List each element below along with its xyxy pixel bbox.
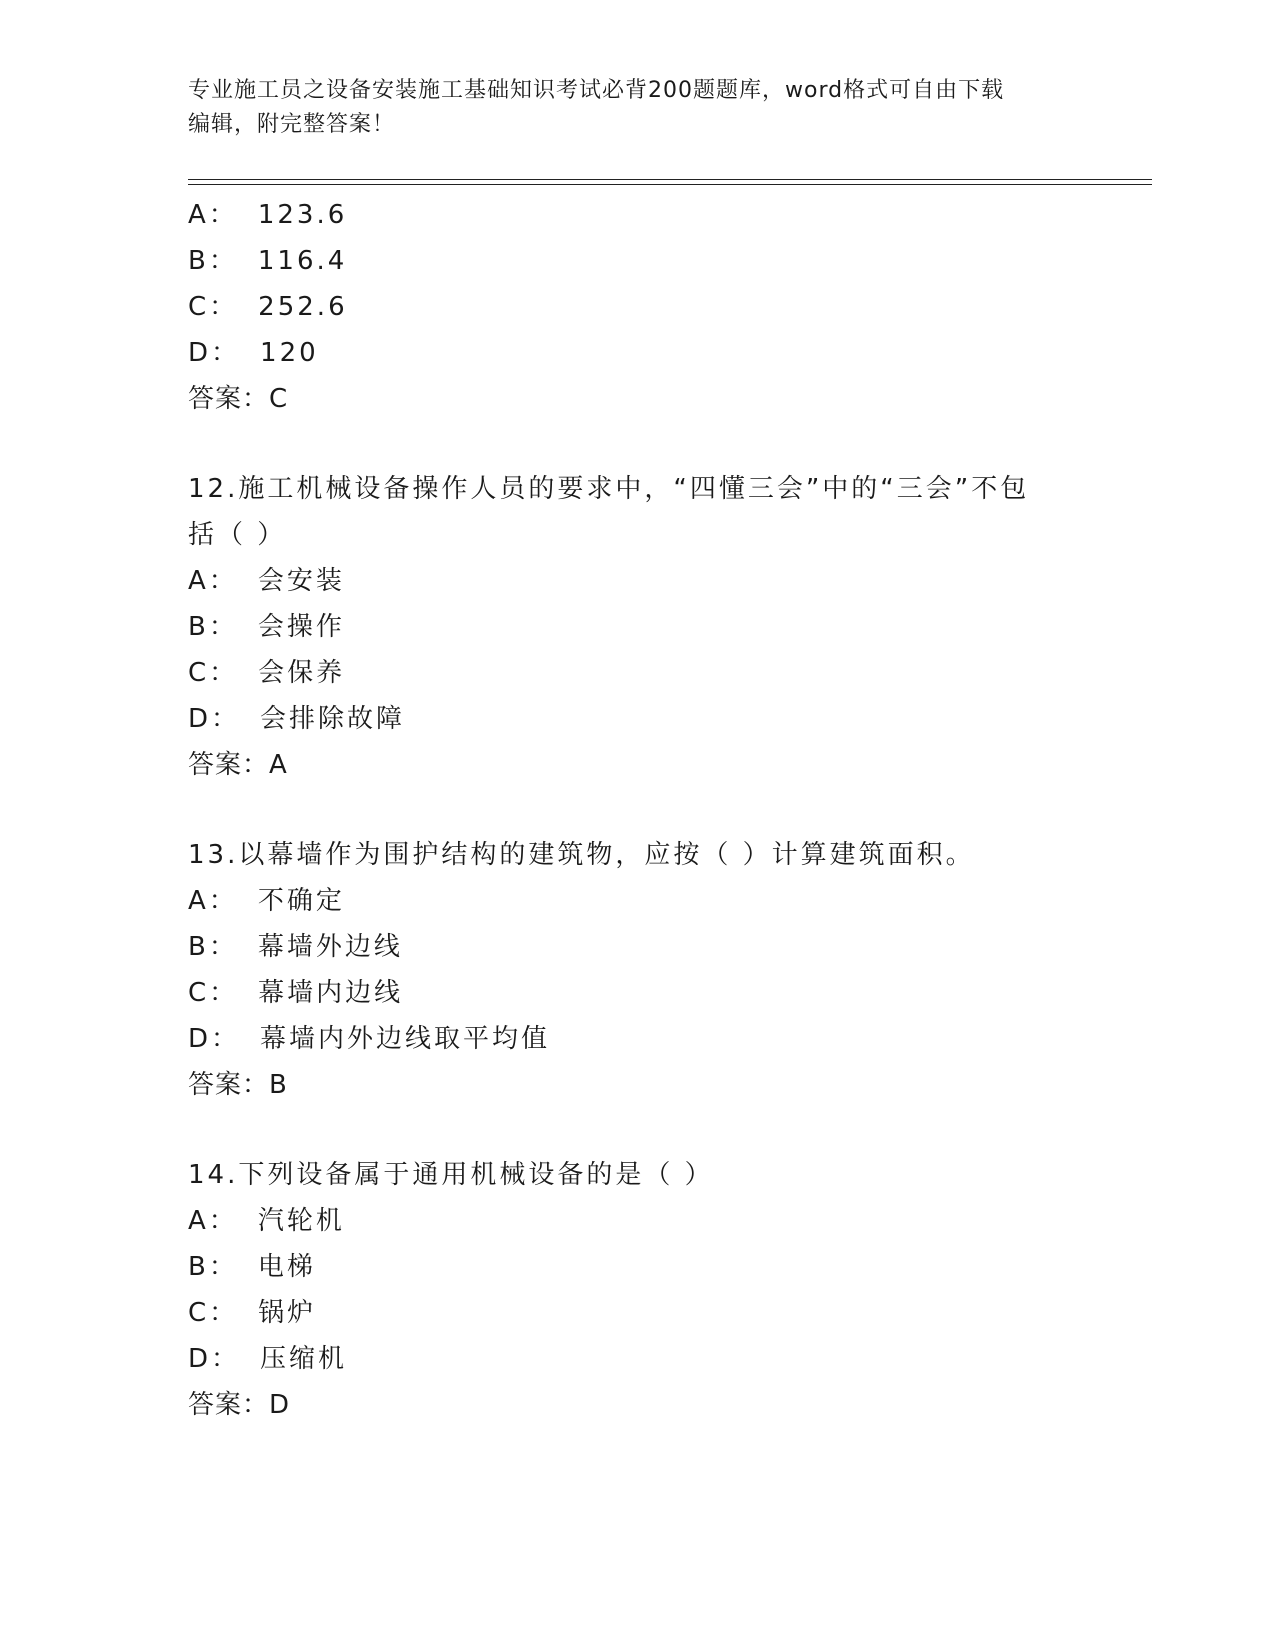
header-line-2: 编辑，附完整答案！	[188, 112, 396, 137]
option-key: C	[188, 1298, 210, 1328]
answer-line: 答案：D	[188, 1390, 291, 1420]
option-d	[188, 1336, 1108, 1382]
option-key: A	[188, 200, 209, 230]
option-separator: ：	[208, 612, 238, 642]
option-separator: ：	[211, 1344, 241, 1374]
option-text: 会保养	[258, 658, 346, 688]
option-key: A	[188, 886, 209, 916]
question-stem: 13.以幕墙作为围护结构的建筑物，应按（ ）计算建筑面积。	[188, 840, 975, 870]
question-11-options	[188, 192, 1108, 422]
option-c	[188, 1290, 1108, 1336]
option-key: D	[188, 338, 212, 368]
header-divider-bottom	[188, 184, 1152, 185]
option-text: 120	[260, 338, 319, 368]
answer-line: 答案：A	[188, 750, 288, 780]
option-a	[188, 878, 1108, 924]
option-separator: ：	[208, 886, 238, 916]
option-separator: ：	[208, 200, 238, 230]
option-b	[188, 604, 1108, 650]
question-13	[188, 832, 1108, 1108]
option-text: 电梯	[257, 1252, 316, 1282]
answer-line: 答案：B	[188, 1070, 288, 1100]
question-14	[188, 1152, 1108, 1428]
option-separator: ：	[209, 292, 239, 322]
option-separator: ：	[208, 566, 238, 596]
option-a	[188, 558, 1108, 604]
option-separator: ：	[208, 1252, 238, 1282]
option-separator: ：	[209, 978, 239, 1008]
option-text: 不确定	[257, 886, 345, 916]
option-separator: ：	[211, 1024, 241, 1054]
option-d	[188, 1016, 1108, 1062]
option-text: 幕墙内边线	[258, 978, 404, 1008]
option-separator: ：	[211, 338, 241, 368]
question-stem: 12.施工机械设备操作人员的要求中，“四懂三会”中的“三会”不包	[188, 474, 1030, 504]
option-key: B	[188, 246, 209, 276]
header-divider-top	[188, 179, 1152, 180]
option-text: 116.4	[257, 246, 348, 276]
option-separator: ：	[208, 1206, 238, 1236]
option-text: 会排除故障	[260, 704, 406, 734]
option-key: C	[188, 978, 210, 1008]
option-separator: ：	[209, 1298, 239, 1328]
option-a	[188, 192, 1108, 238]
option-text: 压缩机	[260, 1344, 348, 1374]
option-key: C	[188, 658, 210, 688]
option-key: B	[188, 932, 209, 962]
header-line-1: 专业施工员之设备安装施工基础知识考试必背200题题库，word格式可自由下载	[188, 78, 1005, 103]
option-key: D	[188, 1024, 212, 1054]
option-text: 幕墙外边线	[257, 932, 403, 962]
option-text: 幕墙内外边线取平均值	[260, 1024, 551, 1054]
option-key: A	[188, 566, 209, 596]
answer-line: 答案：C	[188, 384, 289, 414]
option-c	[188, 650, 1108, 696]
option-text: 会安装	[257, 566, 345, 596]
question-12	[188, 466, 1108, 788]
option-c	[188, 284, 1108, 330]
option-text: 会操作	[257, 612, 345, 642]
option-key: A	[188, 1206, 209, 1236]
document-header	[188, 74, 1088, 142]
option-d	[188, 330, 1108, 376]
option-separator: ：	[208, 932, 238, 962]
option-key: C	[188, 292, 210, 322]
option-text: 123.6	[257, 200, 348, 230]
option-c	[188, 970, 1108, 1016]
option-separator: ：	[211, 704, 241, 734]
option-b	[188, 924, 1108, 970]
option-d	[188, 696, 1108, 742]
option-separator: ：	[208, 246, 238, 276]
option-key: B	[188, 612, 209, 642]
option-key: D	[188, 1344, 212, 1374]
option-b	[188, 238, 1108, 284]
option-key: D	[188, 704, 212, 734]
option-text: 252.6	[258, 292, 348, 322]
question-stem-continued: 括（ ）	[188, 520, 287, 550]
option-text: 汽轮机	[257, 1206, 345, 1236]
question-content	[188, 192, 1108, 1428]
option-a	[188, 1198, 1108, 1244]
question-stem: 14.下列设备属于通用机械设备的是（ ）	[188, 1160, 714, 1190]
option-separator: ：	[209, 658, 239, 688]
option-b	[188, 1244, 1108, 1290]
option-text: 锅炉	[258, 1298, 317, 1328]
option-key: B	[188, 1252, 209, 1282]
